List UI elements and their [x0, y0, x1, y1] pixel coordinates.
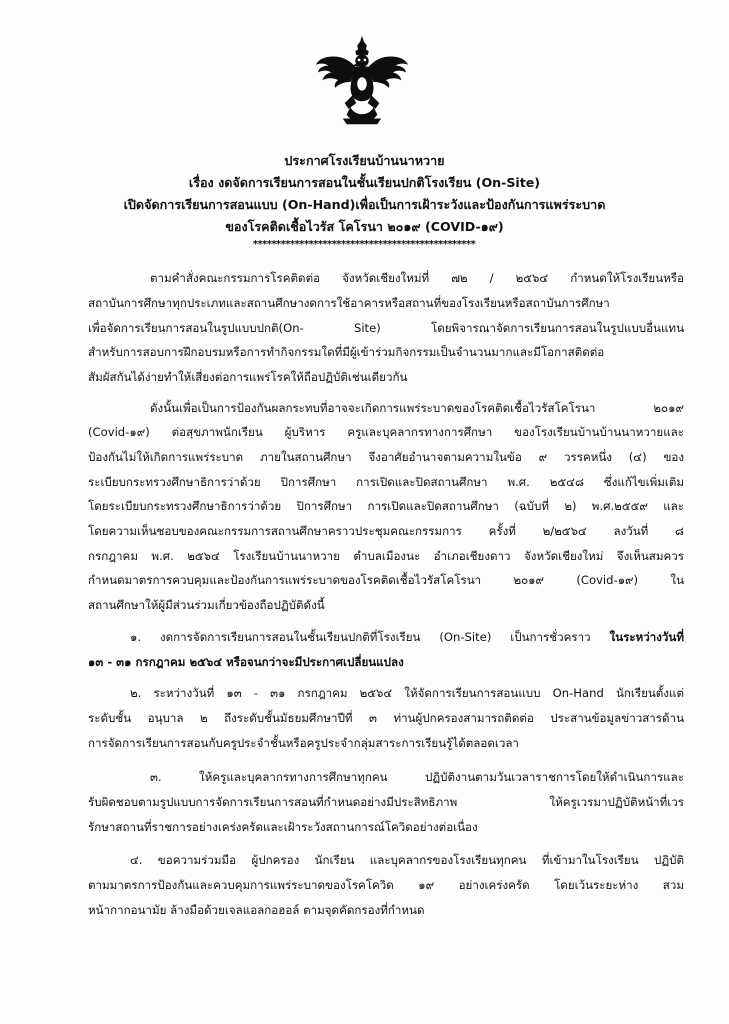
paragraph-1-line: สถาบันการศึกษาทุกประเภทและสถานศึกษางดการใช้อาคารหรือสถานที่ของโรงเรียนหรือสถาบันการศึกษา	[88, 296, 610, 310]
paragraph-1-line: สัมผัสกันได้ง่ายทำให้เสี่ยงต่อการแพร่โรคให้ถือปฏิบัติเช่นเดียวกัน	[88, 370, 408, 384]
paragraph-1-line: สำหรับการสอบการฝึกอบรมหรือการทำกิจกรรมใดที่มีผู้เข้าร่วมกิจกรรมเป็นจำนวนมากและมีโอกาสติดต่อ	[88, 345, 605, 359]
item-1-emphasis: ในระหว่างวันที่	[609, 630, 684, 644]
item-3-line: รักษาสถานที่ราชการอย่างเคร่งครัดและเฝ้าระวังสถานการณ์โควิดอย่างต่อเนื่อง	[88, 820, 478, 834]
item-1-line	[130, 627, 684, 647]
paragraph-2-line: โดยความเห็นชอบของคณะกรรมการสถานศึกษาคราวประชุมคณะกรรมการ ครั้งที่ ๒/๒๕๖๔ ลงวันที่ ๘	[88, 524, 684, 538]
subject-line-2: เปิดจัดการเรียนการสอนแบบ (On-Hand)เพื่อเป็นการเฝ้าระวังและป้องกันการแพร่ระบาด	[123, 197, 606, 212]
item-2-line: การจัดการเรียนการสอนกับครูประจำชั้นหรือครูประจำกลุ่มสาระการเรียนรู้ได้ตลอดเวลา	[88, 736, 519, 750]
item-4-line: ๔. ขอความร่วมมือ ผู้ปกครอง นักเรียน และบุคลากรของโรงเรียนทุกคน ที่เข้ามาในโรงเรียน ปฏิบัติ	[130, 853, 684, 867]
subject-line-3: ของโรคติดเชื้อไวรัส โคโรนา ๒๐๑๙ (COVID-๑๙)	[225, 219, 504, 234]
item-1-text: ๑. งดการจัดการเรียนการสอนในชั้นเรียนปกติที่โรงเรียน (On-Site) เป็นการชั่วคราว	[130, 630, 610, 644]
paragraph-2-line: กรกฎาคม พ.ศ. ๒๕๖๔ โรงเรียนบ้านนาหวาย ตำบลเมืองนะ อำเภอเชียงดาว จังหวัดเชียงใหม่ จึงเห็นสมควร	[88, 549, 684, 563]
paragraph-2-line: (Covid-๑๙) ต่อสุขภาพนักเรียน ผู้บริหาร ครูและบุคลากรทางการศึกษา ของโรงเรียนบ้านบ้านนาหวายและ	[88, 425, 684, 439]
paragraph-2-line: กำหนดมาตรการควบคุมและป้องกันการแพร่ระบาดของโรคติดเชื้อไวรัสโคโรนา ๒๐๑๙ (Covid-๑๙) ใน	[88, 573, 684, 587]
paragraph-2-line: ป้องกันไม่ให้เกิดการแพร่ระบาด ภายในสถานศึกษา จึงอาศัยอำนาจตามความในข้อ ๙ วรรคหนึ่ง (๔) ของ	[88, 450, 684, 464]
paragraph-1-line: เพื่อจัดการเรียนการสอนในรูปแบบปกติ(On- Site) โดยพิจารณาจัดการเรียนการสอนในรูปแบบอื่นแทน	[88, 321, 684, 335]
announcement-title: ประกาศโรงเรียนบ้านนาหวาย	[284, 153, 445, 168]
item-4-line: ตามมาตรการป้องกันและควบคุมการแพร่ระบาดของโรคโควิด ๑๙ อย่างเคร่งครัด โดยเว้นระยะห่าง สวม	[88, 878, 684, 892]
paragraph-1-line: ตามคำสั่งคณะกรรมการโรคติดต่อ จังหวัดเชียงใหม่ที่ ๗๒ / ๒๕๖๔ กำหนดให้โรงเรียนหรือ	[150, 271, 684, 285]
item-3-line: รับผิดชอบตามรูปแบบการจัดการเรียนการสอนที่กำหนดอย่างมีประสิทธิภาพ ให้ครูเวรมาปฏิบัติหน้าที่เวร	[88, 795, 684, 809]
item-2-line: ระดับชั้น อนุบาล ๒ ถึงระดับชั้นมัธยมศึกษาปีที่ ๓ ท่านผู้ปกครองสามารถติดต่อ ประสานข้อมูลข่าวสารด้าน	[88, 711, 684, 725]
paragraph-2-line: ระเบียบกระทรวงศึกษาธิการว่าด้วย ปิการศึกษา การเปิดและปิดสถานศึกษา พ.ศ. ๒๕๔๘ ซึ่งแก้ไขเพิ่มเติม	[88, 475, 684, 489]
asterisk-divider: ************************************************	[252, 239, 476, 250]
paragraph-2-line: สถานศึกษาให้ผู้มีส่วนร่วมเกี่ยวข้องถือปฏิบัติดังนี้	[88, 598, 325, 612]
item-1-line: ๑๓ - ๓๑ กรกฎาคม ๒๕๖๔ หรือจนกว่าจะมีประกาศเปลี่ยนแปลง	[88, 655, 404, 669]
item-2-line: ๒. ระหว่างวันที่ ๑๓ - ๓๑ กรกฎาคม ๒๕๖๔ ให้จัดการเรียนการสอนแบบ On-Hand นักเรียนตั้งแต่	[130, 686, 684, 700]
item-4-line: หน้ากากอนามัย ล้างมือด้วยเจลแอลกอฮอล์ ตามจุดคัดกรองที่กำหนด	[88, 903, 425, 917]
garuda-emblem-icon	[314, 34, 410, 130]
item-3-line: ๓. ให้ครูและบุคลากรทางการศึกษาทุกคน ปฏิบัติงานตามวันเวลาราชการโดยให้ดำเนินการและ	[150, 770, 684, 784]
paragraph-2-line: โดยระเบียบกระทรวงศึกษาธิการว่าด้วย ปิการศึกษา การเปิดและปิดสถานศึกษา (ฉบับที่ ๒) พ.ศ.๒๕๕๙ และ	[88, 499, 684, 513]
paragraph-2-line: ดังนั้นเพื่อเป็นการป้องกันผลกระทบที่อาจจะเกิดการแพร่ระบาดของโรคติดเชื้อไวรัสโคโรนา ๒๐๑๙	[150, 401, 684, 415]
subject-line-1: เรื่อง งดจัดการเรียนการสอนในชั้นเรียนปกติโรงเรียน (On-Site)	[188, 175, 541, 190]
